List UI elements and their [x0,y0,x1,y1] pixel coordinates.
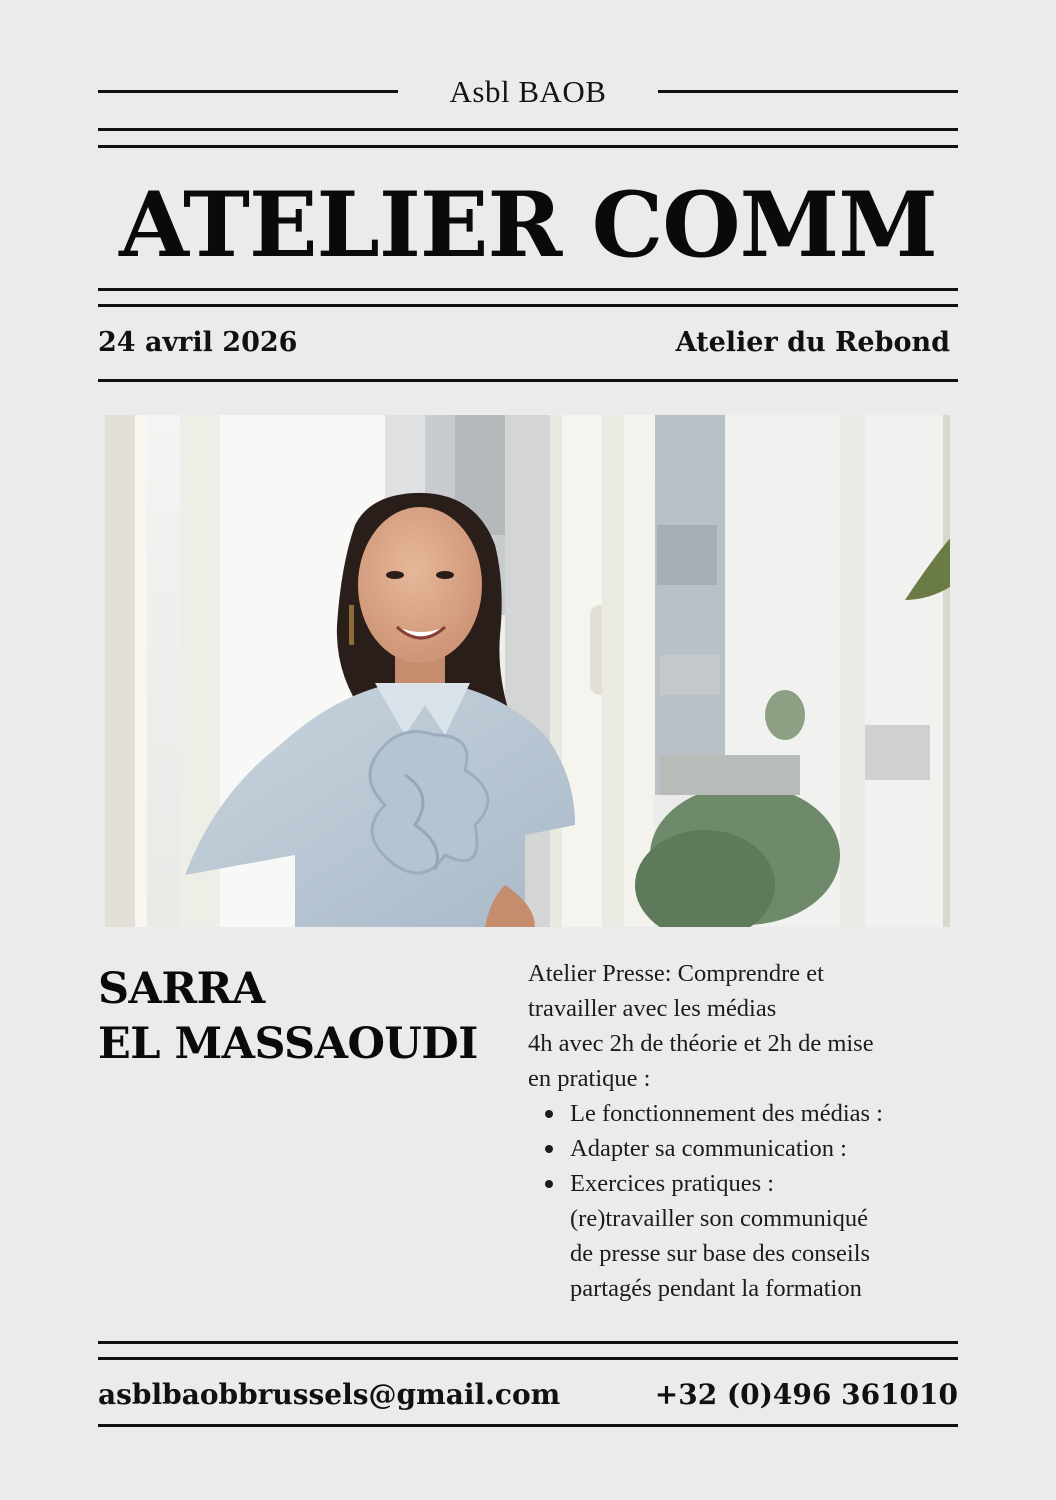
title-top-rule-2 [98,145,958,148]
organization-name: Asbl BAOB [449,74,607,109]
contact-email[interactable]: asblbaobbrussels@gmail.com [98,1378,561,1411]
description-line: 4h avec 2h de théorie et 2h de mise [528,1030,874,1057]
description-bullet-list [528,1096,968,1306]
title-bottom-rule-2 [98,304,958,307]
list-item-text: Exercices pratiques : [570,1170,775,1197]
speaker-first-name: SARRA [98,964,265,1014]
list-item-continuation: de presse sur base des conseils [570,1240,871,1267]
header-rule-right [658,90,958,93]
speaker-last-name: EL MASSAOUDI [98,1019,478,1069]
workshop-description [528,956,968,1306]
list-item [570,1166,968,1306]
event-date: 24 avril 2026 [98,327,298,358]
footer-top-rule-1 [98,1341,958,1344]
footer-top-rule-2 [98,1357,958,1360]
list-item: Le fonctionnement des médias : [570,1096,968,1131]
description-line: Atelier Presse: Comprendre et [528,960,824,987]
title-top-rule-1 [98,128,958,131]
description-line: travailler avec les médias [528,995,777,1022]
list-item-continuation: (re)travailler son communiqué [570,1205,868,1232]
title-bottom-rule-1 [98,288,958,291]
event-venue: Atelier du Rebond [675,327,950,358]
contact-phone[interactable]: +32 (0)496 361010 [654,1378,958,1411]
speaker-name [98,962,478,1072]
speaker-photo [105,415,950,927]
page-title: ATELIER COMM [119,172,937,278]
meta-bottom-rule [98,379,958,382]
description-line: en pratique : [528,1065,651,1092]
footer-bottom-rule [98,1424,958,1427]
list-item: Adapter sa communication : [570,1131,968,1166]
list-item-continuation: partagés pendant la formation [570,1275,862,1302]
